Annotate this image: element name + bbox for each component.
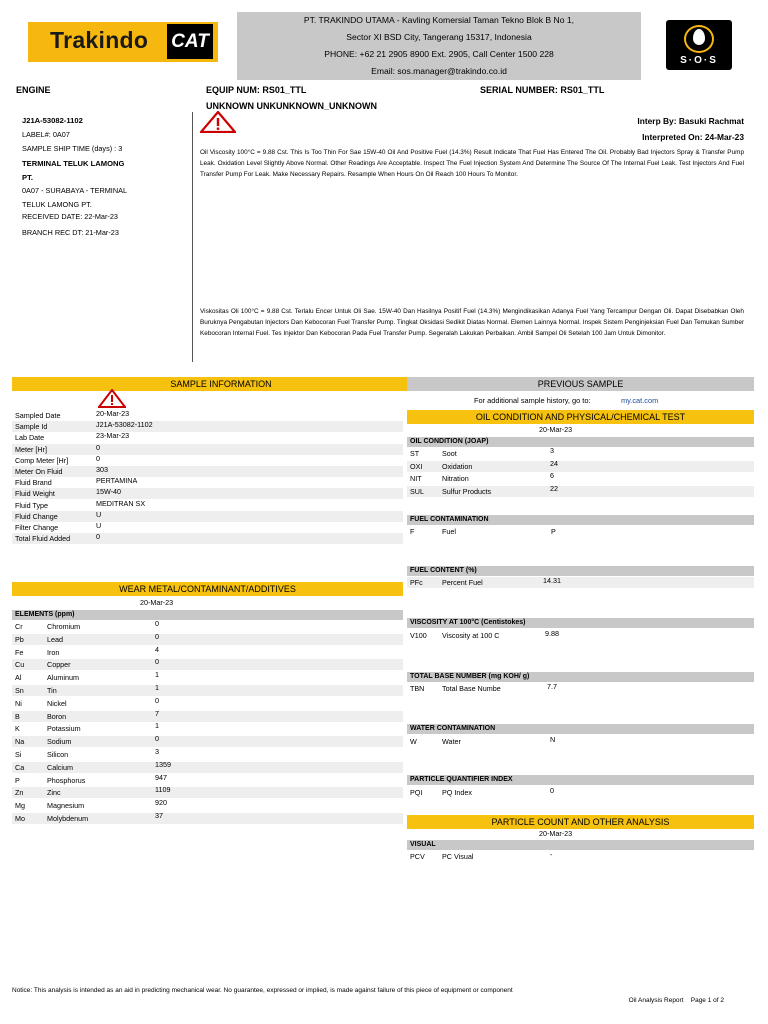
tbn-sym: TBN xyxy=(410,684,425,693)
element-row xyxy=(12,621,403,632)
element-symbol: P xyxy=(15,775,20,785)
joap-name: Soot xyxy=(442,449,457,458)
interpretation-indonesian: Viskositas Oli 100°C = 9.88 Cst. Terlalu Encer Untuk Oli Sae. 15W-40 Dan Hasilnya Positif Fuel (14.3%) Mengindikasikan Adanya Fuel Yang Tercampur Dengan Oli. Dapat Disebabkan Oleh Buruknya Pengabutan Injectors Dan Kebocoran Fuel Transfer Pump. Tingkat Oksidasi Sedikit Diatas Normal. Elemen Lainnya Normal. Inspek Sistem Penginjeksian Fuel Dan Temukan Sumber Kebocoran Internal Fuel. Tes Injektor Dan Kebocoran Pada Fuel Transfer Pump. Segeralah Lakukan Perbaikan. Ambil Sampel Oli Setelah 100 Jam Untuk Dimonitor. xyxy=(200,308,744,337)
tbn-value: 7.7 xyxy=(547,682,557,691)
water-sym: W xyxy=(410,737,417,746)
interpretation-english: Oil Viscosity 100°C = 9.88 Cst. This Is Too Thin For Sae 15W-40 Oil And Positive Fuel (14.3%) Result Indicate That Fuel Has Entered The Oil. Probably Bad Injectors Spray & Transfer Pump Leak. Oxidation Level Slightly Above Normal. Other Readings Are Acceptable. Inspect The Fuel Injection System And Determine The Source Of The Internal Fuel Leak. Test Injectors And Fuel Transfer Pump For Leak. Make Necessary Repairs. Resample When Hours On Oil Reach 100 Hours To Monitor. xyxy=(200,149,744,178)
element-name: Aluminum xyxy=(47,673,79,683)
site-line-2: TELUK LAMONG PT. xyxy=(22,200,92,209)
pcv-sym: PCV xyxy=(410,852,425,861)
joap-row xyxy=(407,473,754,484)
element-symbol: B xyxy=(15,711,20,721)
fuel-contamination-header: FUEL CONTAMINATION xyxy=(407,515,754,525)
logo-brand-text: Trakindo xyxy=(50,27,149,53)
previous-sample-header: PREVIOUS SAMPLE xyxy=(407,377,754,391)
element-name: Zinc xyxy=(47,788,61,798)
ship-time: SAMPLE SHIP TIME (days) : 3 xyxy=(22,144,123,153)
pqi-value: 0 xyxy=(550,786,554,795)
sample-info-row xyxy=(12,444,403,455)
tbn-header: TOTAL BASE NUMBER (mg KOH/ g) xyxy=(407,672,754,682)
element-symbol: Pb xyxy=(15,634,24,644)
element-value: 37 xyxy=(155,811,163,820)
sample-info-value: 15W-40 xyxy=(96,487,122,497)
customer-name-1: TERMINAL TELUK LAMONG xyxy=(22,159,125,168)
element-value: 1 xyxy=(155,683,159,692)
element-value: 7 xyxy=(155,708,159,718)
branch-rec-date: BRANCH REC DT: 21-Mar-23 xyxy=(22,228,119,237)
fuel-content-value: 14.31 xyxy=(543,576,561,585)
water-name: Water xyxy=(442,737,461,746)
pqi-name: PQ Index xyxy=(442,788,472,797)
sample-info-label: Fluid Brand xyxy=(15,478,52,488)
sample-info-label: Sampled Date xyxy=(15,411,61,420)
joap-name: Sulfur Products xyxy=(442,486,492,496)
element-row xyxy=(12,772,403,786)
pqi-header: PARTICLE QUANTIFIER INDEX xyxy=(407,775,754,785)
joap-value: 24 xyxy=(550,458,558,468)
element-value: 0 xyxy=(155,619,159,628)
element-symbol: Cu xyxy=(15,660,25,670)
address-line-2: Sector XI BSD City, Tangerang 15317, Indonesia xyxy=(346,32,532,42)
sos-logo xyxy=(666,20,732,70)
sample-info-row xyxy=(12,522,403,533)
element-row xyxy=(12,800,403,811)
element-name: Boron xyxy=(47,711,67,721)
sample-info-label: Meter On Fluid xyxy=(15,467,63,476)
sample-info-label: Lab Date xyxy=(15,433,45,443)
element-value: 3 xyxy=(155,747,159,756)
joap-row xyxy=(407,458,754,472)
element-symbol: Mg xyxy=(15,801,25,811)
element-value: 0 xyxy=(155,695,159,705)
joap-sym: SUL xyxy=(410,486,424,496)
sample-info-label: Total Fluid Added xyxy=(15,534,71,544)
sample-info-row xyxy=(12,455,403,466)
sample-info-value: 0 xyxy=(96,532,100,542)
element-row xyxy=(12,659,403,670)
phone-line: PHONE: +62 21 2905 8900 Ext. 2905, Call Center 1500 228 xyxy=(324,49,554,59)
element-value: 1359 xyxy=(155,759,171,769)
fuel-name: Fuel xyxy=(442,527,456,536)
interp-by: Interp By: Basuki Rachmat xyxy=(637,116,744,126)
joap-name: Oxidation xyxy=(442,461,473,471)
visc-value: 9.88 xyxy=(545,629,559,638)
warning-icon xyxy=(200,111,236,133)
site-line-1: 0A07 - SURABAYA - TERMINAL xyxy=(22,186,128,195)
cat-logo-text: CAT xyxy=(167,24,213,59)
sample-info-label: Fluid Type xyxy=(15,500,49,510)
visc-sym: V100 xyxy=(410,631,427,640)
pc-visual-row xyxy=(407,851,754,862)
sample-id: J21A-53082-1102 xyxy=(22,116,83,125)
joap-value: 22 xyxy=(550,483,558,493)
water-row xyxy=(407,736,754,747)
pcv-name: PC Visual xyxy=(442,852,474,861)
element-symbol: Fe xyxy=(15,647,24,657)
water-header: WATER CONTAMINATION xyxy=(407,724,754,734)
tbn-row xyxy=(407,683,754,694)
sample-info-value: PERTAMINA xyxy=(96,476,138,486)
element-name: Phosphorus xyxy=(47,775,86,785)
sample-info-label: Fluid Change xyxy=(15,511,58,521)
element-row xyxy=(12,723,403,734)
sample-info-row xyxy=(12,410,403,421)
fuel-content-header: FUEL CONTENT (%) xyxy=(407,566,754,576)
joap-value: 3 xyxy=(550,446,554,455)
element-value: 1 xyxy=(155,670,159,680)
sample-info-value: 0 xyxy=(96,442,100,452)
element-value: 920 xyxy=(155,798,167,808)
element-row xyxy=(12,631,403,645)
element-name: Lead xyxy=(47,634,63,644)
previous-sample-text: For additional sample history, go to: xyxy=(474,396,591,405)
address-line-1: PT. TRAKINDO UTAMA - Kavling Komersial Taman Tekno Blok B No 1, xyxy=(303,15,575,25)
fuel-content-name: Percent Fuel xyxy=(442,578,483,587)
element-symbol: Zn xyxy=(15,788,24,798)
element-symbol: Cr xyxy=(15,622,23,631)
element-row xyxy=(12,759,403,773)
element-row xyxy=(12,685,403,696)
element-value: 947 xyxy=(155,772,167,782)
sample-info-header: SAMPLE INFORMATION xyxy=(12,377,430,391)
element-name: Magnesium xyxy=(47,801,85,811)
sample-info-value: 0 xyxy=(96,453,100,463)
element-row xyxy=(12,736,403,747)
sample-info-row xyxy=(12,432,403,443)
interp-on: Interpreted On: 24-Mar-23 xyxy=(642,132,744,142)
sample-info-row xyxy=(12,533,403,544)
element-name: Sodium xyxy=(47,737,72,747)
wear-metal-date: 20-Mar-23 xyxy=(140,598,174,607)
sample-info-row xyxy=(12,511,403,522)
wear-metal-header: WEAR METAL/CONTAMINANT/ADDITIVES xyxy=(12,582,403,596)
joap-row xyxy=(407,483,754,497)
sample-info-value: MEDITRAN SX xyxy=(96,498,146,508)
element-name: Calcium xyxy=(47,762,73,772)
element-symbol: K xyxy=(15,724,20,734)
element-name: Tin xyxy=(47,686,57,695)
viscosity-header: VISCOSITY AT 100°C (Centistokes) xyxy=(407,618,754,628)
sample-info-row xyxy=(12,500,403,511)
element-symbol: Sn xyxy=(15,686,24,695)
pcv-value: - xyxy=(550,850,553,859)
sample-info-label: Meter [Hr] xyxy=(15,444,47,454)
particle-count-header: PARTICLE COUNT AND OTHER ANALYSIS xyxy=(407,815,754,829)
particle-count-date: 20-Mar-23 xyxy=(539,829,573,838)
footer-notice: Notice: This analysis is intended as an aid in predicting mechanical wear. No guarantee, expressed or implied, is made against failure of this piece of equipment or component xyxy=(12,987,513,994)
element-name: Copper xyxy=(47,660,71,670)
received-date: RECEIVED DATE: 22-Mar-23 xyxy=(22,212,118,221)
fuel-value: P xyxy=(551,527,556,536)
fuel-sym: F xyxy=(410,527,415,536)
joap-header: OIL CONDITION (JOAP) xyxy=(407,437,754,447)
element-symbol: Ca xyxy=(15,762,25,772)
elements-header: ELEMENTS (ppm) xyxy=(12,610,403,620)
oil-condition-header: OIL CONDITION AND PHYSICAL/CHEMICAL TEST xyxy=(407,410,754,424)
customer-name-2: PT. xyxy=(22,173,33,182)
sample-info-value: J21A-53082-1102 xyxy=(96,420,153,430)
equipment-model: UNKNOWN UNKUNKNOWN_UNKNOWN xyxy=(206,101,377,111)
water-value: N xyxy=(550,735,556,744)
divider-line xyxy=(192,112,193,362)
element-value: 1 xyxy=(155,721,159,731)
element-row xyxy=(12,813,403,824)
element-symbol: Al xyxy=(15,673,22,683)
company-address-box xyxy=(237,12,641,80)
sample-info-row xyxy=(12,477,403,488)
element-symbol: Na xyxy=(15,737,25,747)
element-symbol: Ni xyxy=(15,698,22,708)
element-symbol: Mo xyxy=(15,814,25,823)
joap-row xyxy=(407,448,754,459)
visual-header: VISUAL xyxy=(407,840,754,850)
joap-name: Nitration xyxy=(442,474,469,483)
element-row xyxy=(12,708,403,722)
fuel-content-row xyxy=(407,577,754,588)
pqi-row xyxy=(407,787,754,798)
sample-info-label: Comp Meter [Hr] xyxy=(15,455,69,465)
equip-num: EQUIP NUM: RS01_TTL xyxy=(206,85,307,95)
element-name: Chromium xyxy=(47,622,81,631)
element-row xyxy=(12,644,403,658)
element-row xyxy=(12,749,403,760)
joap-sym: OXI xyxy=(410,461,423,471)
element-row xyxy=(12,695,403,709)
element-name: Potassium xyxy=(47,724,81,734)
sos-logo-text: S·O·S xyxy=(680,55,718,66)
element-name: Molybdenum xyxy=(47,814,89,823)
serial-number: SERIAL NUMBER: RS01_TTL xyxy=(480,85,605,95)
sample-info-value: U xyxy=(96,509,102,519)
fuel-content-sym: PFc xyxy=(410,578,423,587)
sample-info-row xyxy=(12,466,403,477)
sample-warning-icon xyxy=(98,389,126,408)
element-row xyxy=(12,787,403,798)
sample-info-row xyxy=(12,488,403,499)
element-name: Silicon xyxy=(47,750,69,759)
sample-info-value: 23-Mar-23 xyxy=(96,431,130,441)
element-value: 0 xyxy=(155,657,159,667)
joap-value: 6 xyxy=(550,471,554,480)
element-symbol: Si xyxy=(15,750,22,759)
element-value: 1109 xyxy=(155,785,171,795)
visc-name: Viscosity at 100 C xyxy=(442,631,500,640)
email-line: Email: sos.manager@trakindo.co.id xyxy=(371,66,507,76)
sample-info-label: Fluid Weight xyxy=(15,489,55,499)
pqi-sym: PQI xyxy=(410,788,423,797)
oil-condition-date: 20-Mar-23 xyxy=(539,425,573,434)
element-name: Iron xyxy=(47,647,60,657)
joap-sym: NIT xyxy=(410,474,422,483)
page-number: Oil Analysis Report Page 1 of 2 xyxy=(628,997,724,1004)
element-row xyxy=(12,672,403,683)
element-name: Nickel xyxy=(47,698,67,708)
oil-drop-icon xyxy=(693,29,705,45)
my-cat-link[interactable]: my.cat.com xyxy=(621,396,659,405)
sample-info-value: 303 xyxy=(96,465,108,474)
sample-info-label: Filter Change xyxy=(15,523,59,532)
viscosity-row xyxy=(407,630,754,641)
joap-sym: ST xyxy=(410,449,420,458)
sample-info-value: U xyxy=(96,521,102,530)
element-value: 0 xyxy=(155,734,159,744)
element-value: 4 xyxy=(155,644,159,654)
element-value: 0 xyxy=(155,631,159,641)
sample-info-row xyxy=(12,421,403,432)
label-number: LABEL#: 0A07 xyxy=(22,130,70,139)
sample-info-value: 20-Mar-23 xyxy=(96,409,130,418)
trakindo-cat-logo xyxy=(28,22,218,62)
sample-info-label: Sample Id xyxy=(15,422,48,432)
engine-label: ENGINE xyxy=(16,85,51,95)
tbn-name: Total Base Numbe xyxy=(442,684,501,693)
fuel-contamination-row xyxy=(407,526,754,537)
